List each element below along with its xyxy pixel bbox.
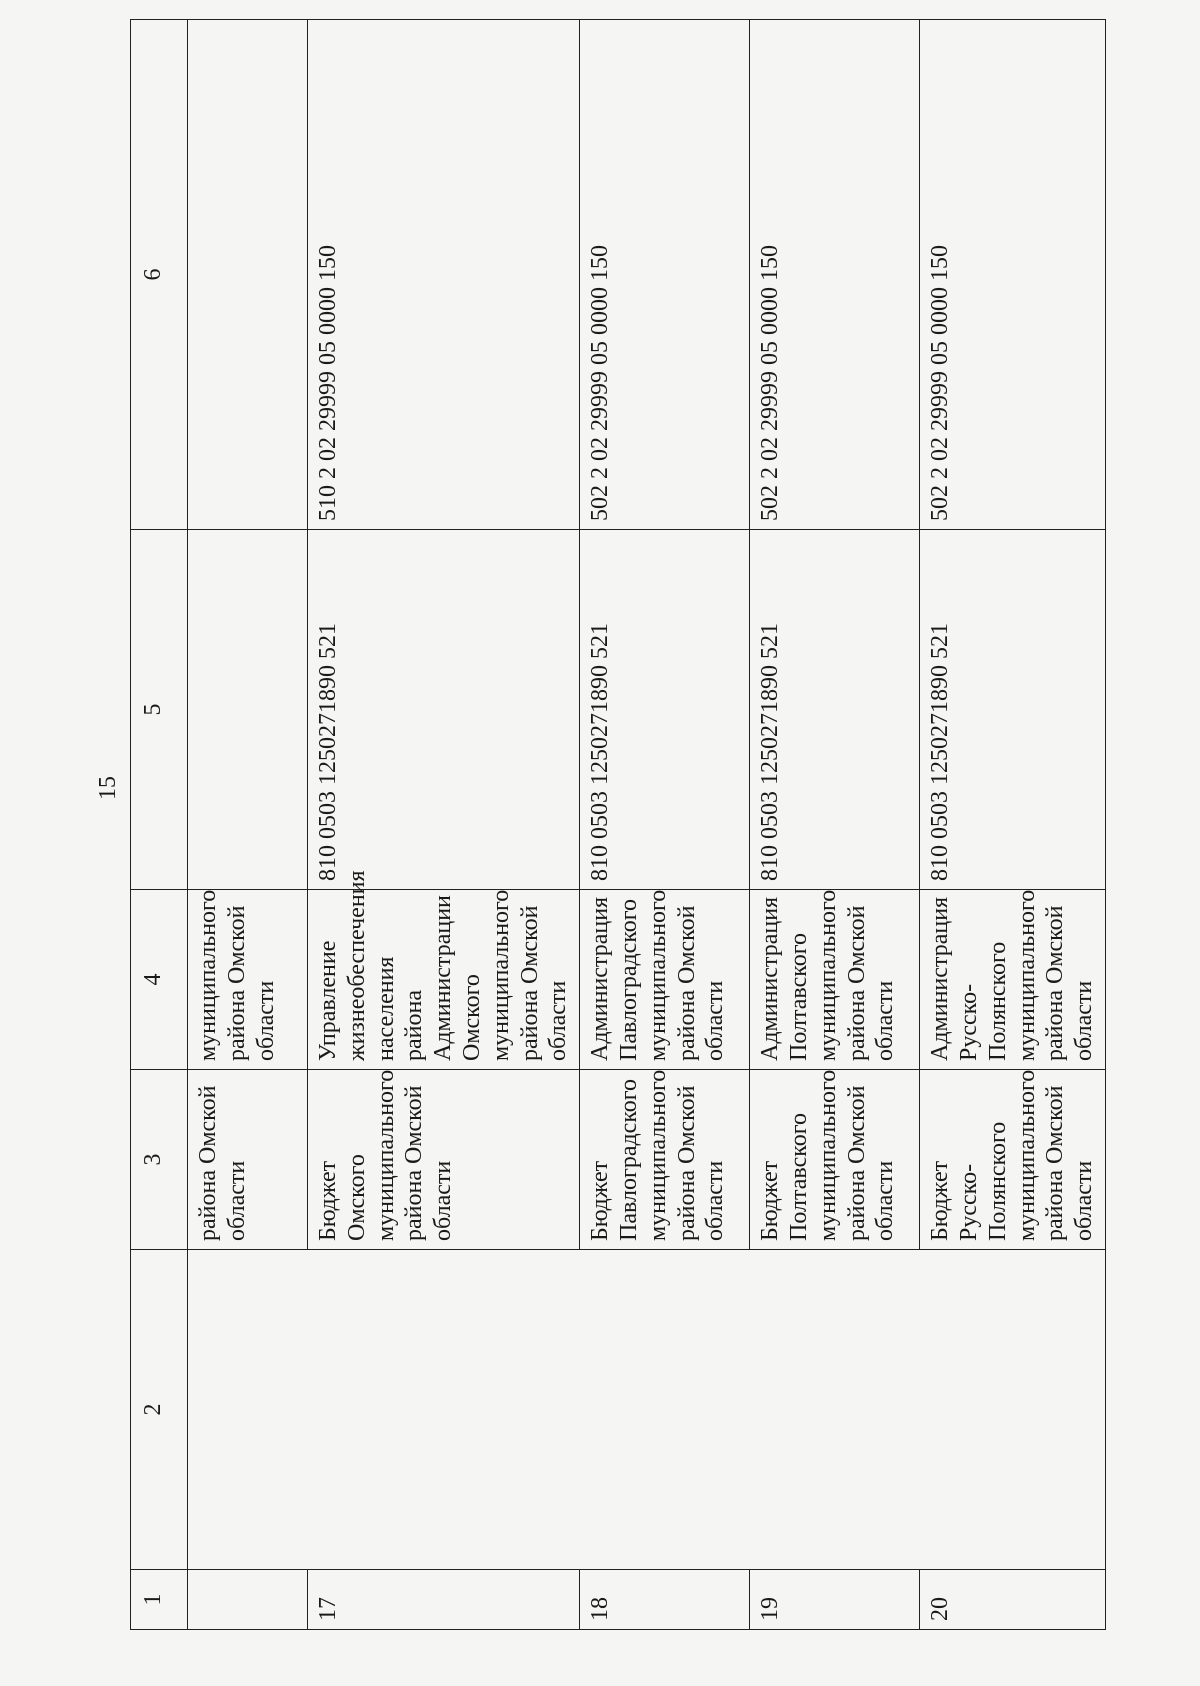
administrator-cell: Управление жизнеобеспечения населения района Администрации Омского муниципального района Омской области	[308, 890, 580, 1070]
header-col-1: 1	[131, 1570, 188, 1630]
administrator-cell: Администрация Павлоградского муниципального района Омской области	[580, 890, 750, 1070]
header-row	[131, 20, 188, 1630]
administrator-cell: Администрация Полтавского муниципального района Омской области	[750, 890, 920, 1070]
table-row	[188, 20, 308, 1630]
administrator-cell: Администрация Русско-Полянского муниципального района Омской области	[920, 890, 1106, 1070]
administrator-cell: муниципального района Омской области	[188, 890, 308, 1070]
header-col-4: 4	[131, 890, 188, 1070]
revenue-code-cell: 510 2 02 29999 05 0000 150	[308, 20, 580, 530]
budget-name-cell: Бюджет Полтавского муниципального района Омской области	[750, 1070, 920, 1250]
expense-code-cell	[188, 530, 308, 890]
header-col-2: 2	[131, 1250, 188, 1570]
budget-table	[130, 19, 1106, 1630]
col2-cell	[188, 1250, 1106, 1570]
expense-code-cell: 810 0503 1250271890 521	[750, 530, 920, 890]
header-col-6: 6	[131, 20, 188, 530]
revenue-code-cell: 502 2 02 29999 05 0000 150	[920, 20, 1106, 530]
budget-name-cell: Бюджет Русско-Полянского муниципального района Омской области	[920, 1070, 1106, 1250]
revenue-code-cell	[188, 20, 308, 530]
budget-name-cell: района Омской области	[188, 1070, 308, 1250]
row-number: 20	[920, 1570, 1106, 1630]
expense-code-cell: 810 0503 1250271890 521	[580, 530, 750, 890]
rotated-table-wrapper	[130, 20, 1140, 1630]
row-number: 19	[750, 1570, 920, 1630]
row-number: 17	[308, 1570, 580, 1630]
row-number: 18	[580, 1570, 750, 1630]
header-col-5: 5	[131, 530, 188, 890]
revenue-code-cell: 502 2 02 29999 05 0000 150	[580, 20, 750, 530]
budget-name-cell: Бюджет Павлоградского муниципального района Омской области	[580, 1070, 750, 1250]
expense-code-cell: 810 0503 1250271890 521	[308, 530, 580, 890]
revenue-code-cell: 502 2 02 29999 05 0000 150	[750, 20, 920, 530]
expense-code-cell: 810 0503 1250271890 521	[920, 530, 1106, 890]
row-number	[188, 1570, 308, 1630]
budget-name-cell: Бюджет Омского муниципального района Омской области	[308, 1070, 580, 1250]
header-col-3: 3	[131, 1070, 188, 1250]
page-number: 15	[95, 776, 121, 800]
